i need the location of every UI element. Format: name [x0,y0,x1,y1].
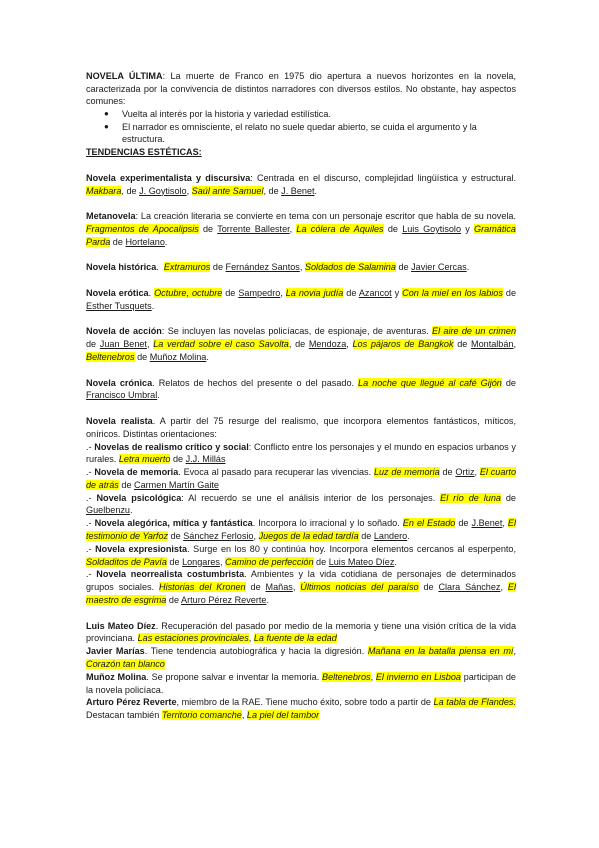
realista-costumbrista: .- Novela neorrealista costumbrista. Ambientes y la vida cotidiana de personajes de determinados grupos sociales. Historias del Kronen de Mañas, Últimos noticias del paraíso de Clara Sánchez, El maestro de esgrima de Arturo Pérez Reverte. [86,569,516,606]
author-name: Luis Mateo Díez [328,556,395,567]
work-title: Las estaciones provinciales [137,633,249,644]
autor-mateo: Luis Mateo Díez. Recuperación del pasado por medio de la memoria y tiene una visión crítica de la vida provinciana. Las estaciones provinciales, La fuente de la edad [86,620,517,644]
intro-title: NOVELA ÚLTIMA [86,71,163,81]
author-name: J. Goytisolo [139,185,187,196]
work-title: El maestro de esgrima [86,582,516,606]
work-title: La tabla de Flandes. [433,697,516,708]
work-title: El invierno en Lisboa [375,671,461,682]
author-name: Carmen Martín Gaite [134,479,219,490]
autor-munoz: Muñoz Molina. Se propone salvar e inventar la memoria. Beltenebros, El invierno en Lisboa participan de la novela policíaca. [86,671,516,695]
work-title: Los pájaros de Bangkok [352,339,454,350]
author-name: Muñoz Molina [149,351,207,362]
intro-text: : La muerte de Franco en 1975 dio apertura a nuevos horizontes en la novela, caracterizada por la convivencia de distintos narradores con diversos estilos. No obstante, hay aspectos comunes: [86,71,516,107]
work-title: Soldados de Salamina [304,262,396,273]
author-name: Azancot [358,287,392,298]
author-name: Javier Cercas [411,262,467,273]
author-name: Mendoza [308,339,347,350]
work-title: Soldaditos de Pavía [86,556,167,567]
realista-psicologica: .- Novela psicológica: Al recuerdo se une el análisis interior de los personajes. El río de luna de Guelbenzu. [86,492,516,516]
author-name: Francisco Umbral [86,390,158,401]
work-title: Corazón tan blanco [86,659,165,670]
work-title: El río de luna [440,492,501,503]
work-title: Últimos noticias del paraíso [300,582,419,593]
author-name: Clara Sánchez [438,582,501,593]
work-title: En el Estado [402,518,456,529]
work-title: Beltenebros [322,671,371,682]
author-name: Ortiz [455,467,475,478]
realista-critico: .- Novelas de realismo crítico y social: Conflicto entre los personajes y el mundo en espacios urbanos y rurales. Letra muerto de J.J. Millás [86,441,516,465]
author-name: Torrente Ballester [217,223,290,234]
metanovela-paragraph: Metanovela: La creación literaria se convierte en tema con un personaje escritor que habla de su novela. Fragmentos de Apocalipsis de Torrente Ballester, La cólera de Aquiles de Luis Goytisolo y Gramática Parda de Hortelano. [86,211,516,247]
work-title: Mañana en la batalla piensa en mí [367,646,514,657]
autor-perez: Arturo Pérez Reverte, miembro de la RAE. Tiene mucho éxito, sobre todo a partir de La tabla de Flandes. Destacan también Territorio comanche, La piel del tambor [86,697,516,721]
work-title: Juegos de la edad tardía [258,531,359,542]
work-title: Gramática Parda [86,223,516,247]
author-name: Longares [182,556,220,567]
intro-bullet-list [86,108,516,146]
realista-expresionista: .- Novela expresionista. Surge en los 80 y continúa hoy. Incorpora elementos cercanos al esperpento, Soldaditos de Pavía de Longares, Camino de perfección de Luis Mateo Díez. [86,543,516,567]
work-title: La verdad sobre el caso Savolta [153,339,289,350]
author-name: Arturo Pérez Reverte [181,595,267,606]
work-title: La novia judía [285,287,344,298]
cronica-paragraph: Novela crónica. Relatos de hechos del presente o del pasado. La noche que llegué al café Gijón de Francisco Umbral. [86,377,516,401]
work-title: Territorio comanche [161,710,242,721]
work-title: El testimonio de Yarfoz [86,518,516,542]
work-title: Camino de perfección [225,556,314,567]
author-name: Landero [373,531,408,542]
author-name: J.J. Millás [185,454,226,465]
work-title: Makbara [86,185,122,196]
work-title: Luz de memoria [373,467,440,478]
erotica-paragraph: Novela erótica. Octubre, octubre de Sampedro, La novia judía de Azancot y Con la miel en los labios de Esther Tusquets. [86,287,516,311]
list-item: ● El narrador es omnisciente, el relato no suele quedar abierto, se cuida el argumento y la estructura. [104,121,477,145]
work-title: La noche que llegué al café Gijón [358,377,502,388]
bullet-icon: ● [104,121,109,131]
realista-paragraph: Novela realista. A partir del 75 resurge del realismo, que incorpora elementos fantásticos, míticos, oníricos. Distintas orientaciones: [86,415,516,439]
work-title: Fragmentos de Apocalipsis [86,223,199,234]
intro-paragraph [86,70,516,108]
author-name: Montalbán [471,339,514,350]
work-title: Beltenebros [86,351,135,362]
historica-paragraph: Novela histórica. Extramuros de Fernández Santos, Soldados de Salamina de Javier Cercas. [86,262,470,273]
work-title: Octubre, octubre [154,287,223,298]
realista-alegorica: .- Novela alegórica, mítica y fantástica. Incorpora lo irracional y lo soñado. En el Estado de J.Benet, El testimonio de Yarfoz de Sánchez Ferlosio, Juegos de la edad tardía de Landero. [86,518,516,542]
work-title: El aire de un crimen [432,326,517,337]
author-name: J. Benet [281,185,315,196]
work-title: La cólera de Aquiles [296,223,384,234]
author-name: Mañas [265,582,293,593]
author-name: Esther Tusquets [86,300,152,311]
work-title: La fuente de la edad [253,633,337,644]
work-title: Extramuros [163,262,211,273]
work-title: El cuarto de atrás [86,467,517,490]
realista-memoria: .- Novela de memoria. Evoca al pasado para recuperar las vivencias. Luz de memoria de Ortiz, El cuarto de atrás de Carmen Martín Gaite [86,467,517,490]
author-name: Guelbenzu [86,505,130,516]
work-title: Saúl ante Samuel [191,185,264,196]
author-name: J.Benet [471,518,503,529]
author-name: Luis Goytisolo [402,223,462,234]
author-name: Juan Benet [99,339,147,350]
list-item: ● Vuelta al interés por la historia y variedad estilística. [104,108,331,119]
accion-paragraph: Novela de acción: Se incluyen las novelas policíacas, de espionaje, de aventuras. El aire de un crimen de Juan Benet, La verdad sobre el caso Savolta, de Mendoza, Los pájaros de Bangkok de Montalbán, Beltenebros de Muñoz Molina. [86,326,517,362]
tendencias-heading: TENDENCIAS ESTÉTICAS: [86,147,202,158]
author-name: Sampedro [238,287,281,298]
bullet-icon: ● [104,108,109,118]
work-title: Letra muerto [118,454,171,465]
author-name: Sánchez Ferlosio [183,531,254,542]
experimental-paragraph: Novela experimentalista y discursiva: Centrada en el discurso, complejidad lingüística y estructural. Makbara, de J. Goytisolo, Saúl ante Samuel, de J. Benet. [86,172,516,196]
author-name: Hortelano [125,236,165,247]
document-page [86,70,516,722]
author-name: Fernández Santos [225,262,300,273]
work-title: La piel del tambor [246,710,320,721]
work-title: Con la miel en los labios [402,287,503,298]
work-title: Historias del Kronen [159,582,246,593]
autor-marias: Javier Marías. Tiene tendencia autobiográfica y hacia la digresión. Mañana en la batalla piensa en mí, Corazón tan blanco [86,646,516,670]
